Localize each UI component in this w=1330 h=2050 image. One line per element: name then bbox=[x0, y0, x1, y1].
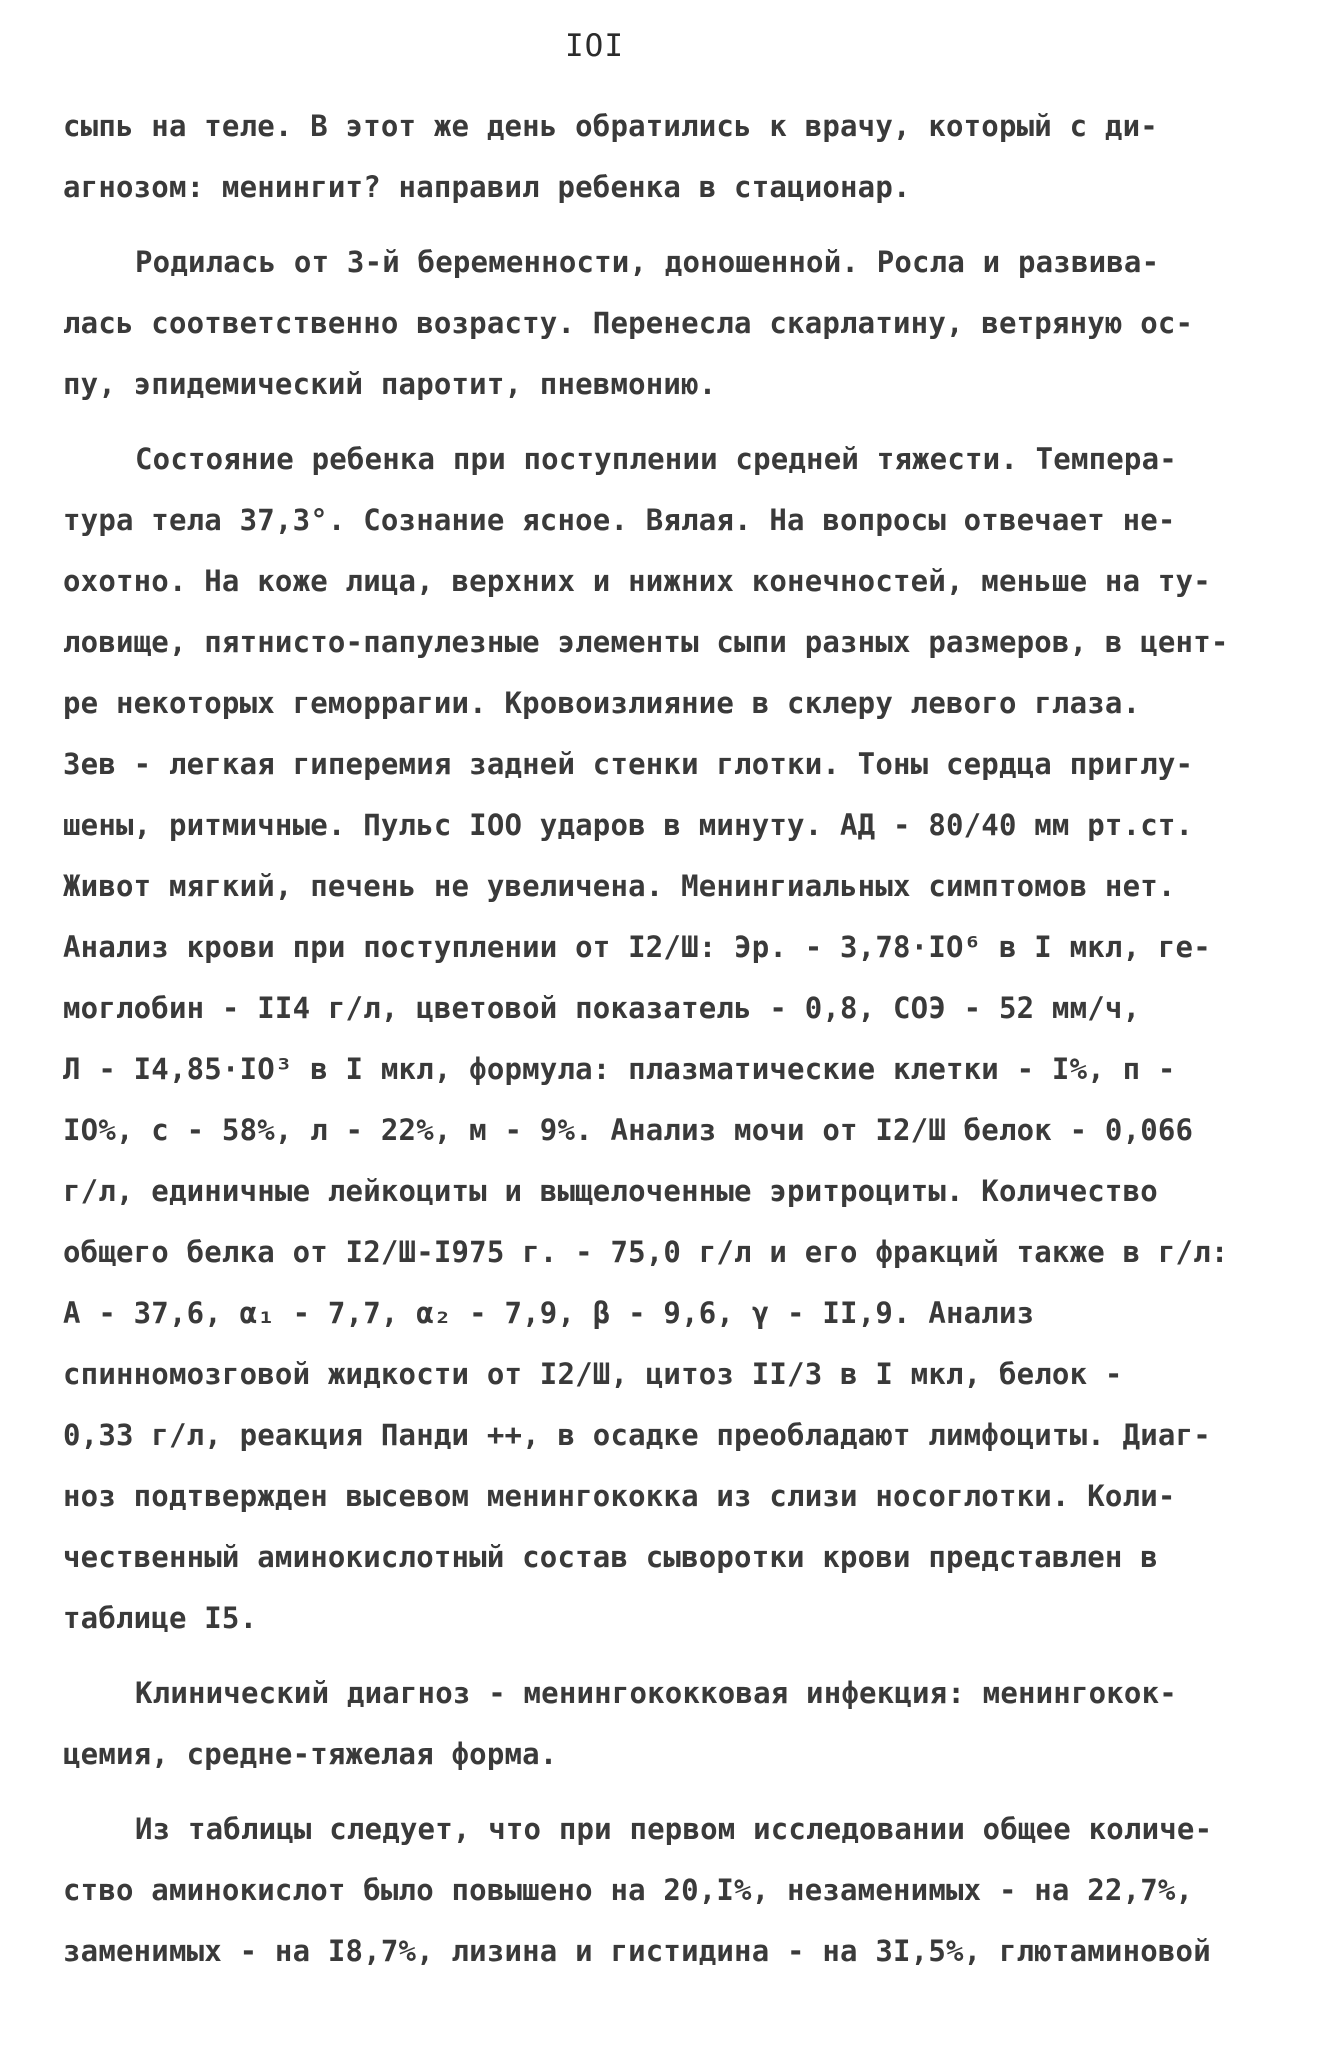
text-line: Из таблицы следует, что при первом исследовании общее количе- bbox=[135, 1812, 1213, 1846]
text-line: моглобин - II4 г/л, цветовой показатель - 0,8, СОЭ - 52 мм/ч, bbox=[63, 991, 1141, 1025]
text-line: таблице I5. bbox=[63, 1601, 258, 1635]
text-line: сыпь на теле. В этот же день обратились к врачу, который с ди- bbox=[63, 109, 1158, 143]
text-line: ноз подтвержден высевом менингококка из слизи носоглотки. Коли- bbox=[63, 1479, 1176, 1513]
text-line: Состояние ребенка при поступлении средней тяжести. Темпера- bbox=[135, 442, 1177, 476]
text-line: Анализ крови при поступлении от I2/Ш: Эр. - 3,78·IO⁶ в I мкл, ге- bbox=[63, 930, 1211, 964]
text-line: Живот мягкий, печень не увеличена. Менингиальных симптомов нет. bbox=[63, 869, 1176, 903]
document-body bbox=[63, 96, 1268, 1982]
text-line: охотно. На коже лица, верхних и нижних конечностей, меньше на ту- bbox=[63, 564, 1211, 598]
text-line: заменимых - на I8,7%, лизина и гистидина - на 3I,5%, глютаминовой bbox=[63, 1934, 1211, 1968]
text-line: г/л, единичные лейкоциты и выщелоченные эритроциты. Количество bbox=[63, 1174, 1158, 1208]
text-line: лась соответственно возрасту. Перенесла скарлатину, ветряную ос- bbox=[63, 306, 1194, 340]
text-line: общего белка от I2/Ш-I975 г. - 75,0 г/л и его фракций также в г/л: bbox=[63, 1235, 1229, 1269]
text-line: 0,33 г/л, реакция Панди ++, в осадке преобладают лимфоциты. Диаг- bbox=[63, 1418, 1211, 1452]
text-line: Зев - легкая гиперемия задней стенки глотки. Тоны сердца приглу- bbox=[63, 747, 1194, 781]
text-line: спинномозговой жидкости от I2/Ш, цитоз II/3 в I мкл, белок - bbox=[63, 1357, 1123, 1391]
text-line: Родилась от 3-й беременности, доношенной. Росла и развива- bbox=[135, 245, 1160, 279]
text-line: цемия, средне-тяжелая форма. bbox=[63, 1737, 558, 1771]
text-line: пу, эпидемический паротит, пневмонию. bbox=[63, 367, 717, 401]
text-line: Клинический диагноз - менингококковая инфекция: менингокок- bbox=[135, 1676, 1177, 1710]
text-line: шены, ритмичные. Пульс IOO ударов в минуту. АД - 80/40 мм рт.ст. bbox=[63, 808, 1194, 842]
text-line: ство аминокислот было повышено на 20,I%, незаменимых - на 22,7%, bbox=[63, 1873, 1194, 1907]
text-line: тура тела 37,3°. Сознание ясное. Вялая. На вопросы отвечает не- bbox=[63, 503, 1176, 537]
text-line: агнозом: менингит? направил ребенка в стационар. bbox=[63, 170, 911, 204]
text-line: ре некоторых геморрагии. Кровоизлияние в склеру левого глаза. bbox=[63, 686, 1141, 720]
text-line: А - 37,6, α₁ - 7,7, α₂ - 7,9, β - 9,6, γ - II,9. Анализ bbox=[63, 1296, 1035, 1330]
text-line: ловище, пятнисто-папулезные элементы сыпи разных размеров, в цент- bbox=[63, 625, 1229, 659]
text-line: чественный аминокислотный состав сыворотки крови представлен в bbox=[63, 1540, 1158, 1574]
text-line: IO%, с - 58%, л - 22%, м - 9%. Анализ мочи от I2/Ш белок - 0,066 bbox=[63, 1113, 1194, 1147]
text-line: Л - I4,85·IO³ в I мкл, формула: плазматические клетки - I%, п - bbox=[63, 1052, 1176, 1086]
page-number: IOI bbox=[565, 28, 624, 64]
